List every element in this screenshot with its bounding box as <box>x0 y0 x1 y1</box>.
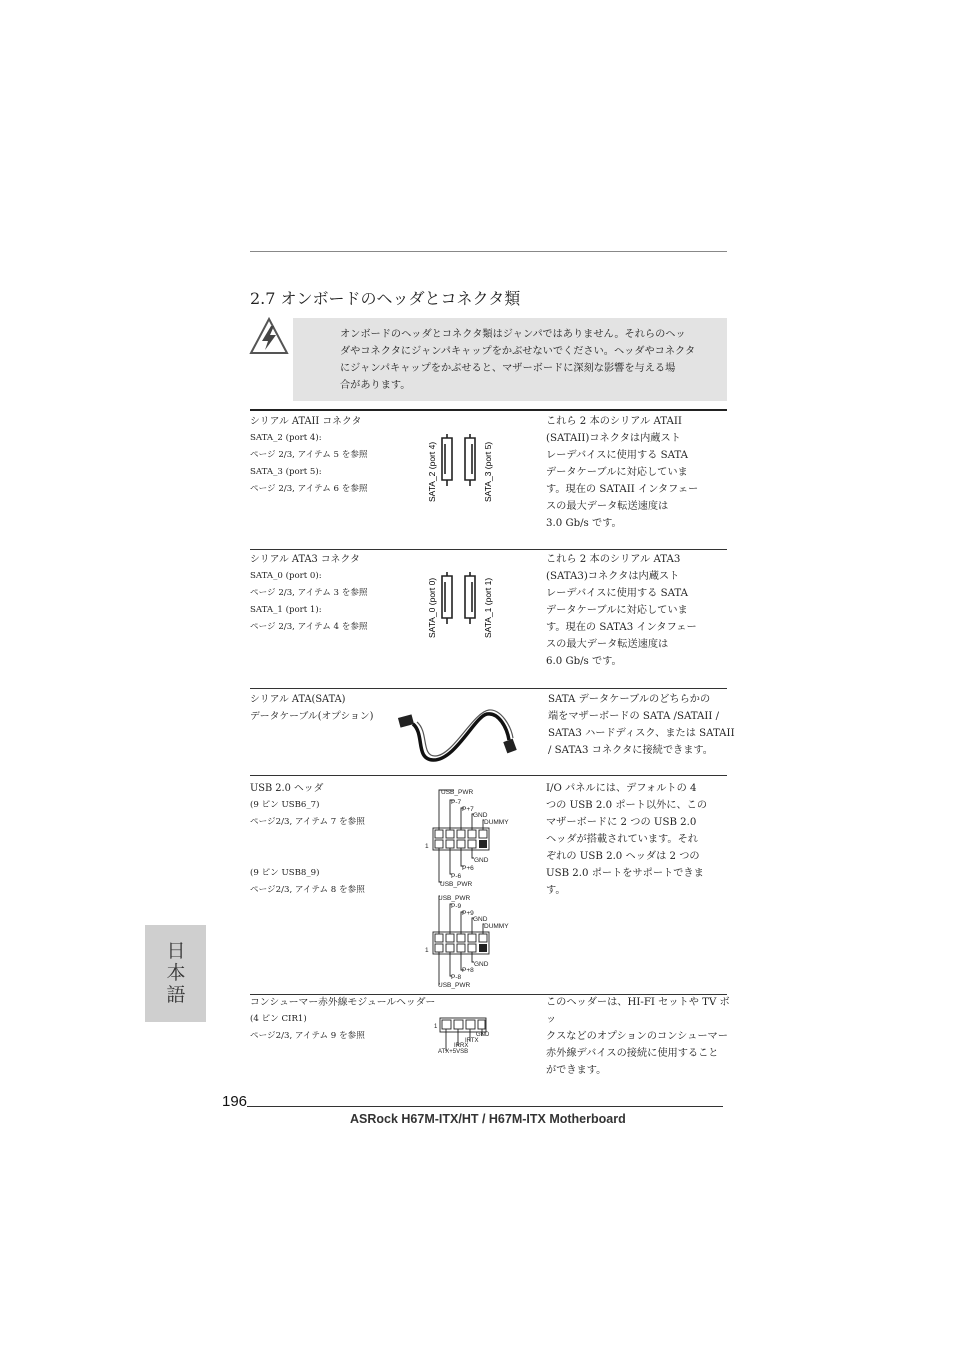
svg-text:USB_PWR: USB_PWR <box>438 982 471 989</box>
sata3-sub-1: SATA_0 (port 0): <box>250 571 322 581</box>
svg-text:IRTX: IRTX <box>465 1038 479 1044</box>
cir-sub-1: (4 ピン CIR1) <box>250 1014 307 1024</box>
sata3-sub-2: ページ 2/3, アイテム 3 を参照 <box>250 588 368 598</box>
sataii-port4-label: SATA_2 (port 4) <box>427 441 437 502</box>
cir-label: コンシューマー赤外線モジュールヘッダー <box>250 997 436 1008</box>
sataii-sub-2: ページ 2/3, アイテム 5 を参照 <box>250 450 368 460</box>
row-separator <box>250 688 727 689</box>
cir-description: このヘッダーは、HI-FI セットや TV ボッ クスなどのオプションのコンシューマー 赤外線デバイスの接続に使用すること ができます。 <box>546 997 730 1076</box>
svg-text:DUMMY: DUMMY <box>484 819 509 826</box>
svg-text:P-6: P-6 <box>451 873 462 880</box>
sataii-sub-4: ページ 2/3, アイテム 6 を参照 <box>250 484 368 494</box>
sataii-sub-3: SATA_3 (port 5): <box>250 467 322 477</box>
row-separator <box>250 775 727 776</box>
usb89-sub-2: ページ2/3, アイテム 8 を参照 <box>250 885 365 895</box>
sata3-sub-4: ページ 2/3, アイテム 4 を参照 <box>250 622 368 632</box>
sata-cable-label: シリアル ATA(SATA) <box>250 694 346 705</box>
usb89-sub-1: (9 ピン USB8_9) <box>250 868 320 878</box>
usb-label: USB 2.0 ヘッダ <box>250 783 324 794</box>
sataii-sub-1: SATA_2 (port 4): <box>250 433 322 443</box>
footer-title: ASRock H67M-ITX/HT / H67M-ITX Motherboard <box>350 1112 626 1126</box>
usb67-sub-1: (9 ピン USB6_7) <box>250 800 320 810</box>
language-side-tab-text: 日本語 <box>166 940 186 1006</box>
sataii-connector-diagram <box>422 430 502 506</box>
row-separator <box>250 409 727 411</box>
sata3-port1-label: SATA_1 (port 1) <box>483 577 493 638</box>
svg-text:USB_PWR: USB_PWR <box>440 881 473 888</box>
usb-description: I/O パネルには、デフォルトの 4 つの USB 2.0 ポート以外に、この マザーボードに 2 つの USB 2.0 ヘッダが搭載されています。それ ぞれの USB 2.0 ヘッダは 2 つの USB 2.0 ポートをサポートできま す。 <box>546 783 708 896</box>
svg-text:P-7: P-7 <box>451 799 462 806</box>
warning-text: オンボードのヘッダとコネクタ類はジャンパではありません。それらのヘッ ダやコネクタにジャンパキャップをかぶせないでください。ヘッダやコネクタ にジャンパキャップをかぶせると、マザーボードに深刻な影響を与える場 合があります。 <box>340 329 696 391</box>
svg-text:1: 1 <box>425 843 429 850</box>
sata3-sub-3: SATA_1 (port 1): <box>250 605 322 615</box>
svg-text:DUMMY: DUMMY <box>484 923 509 930</box>
svg-text:P+8: P+8 <box>462 967 474 974</box>
svg-text:1: 1 <box>425 947 429 954</box>
row-separator <box>250 549 727 550</box>
section-title: 2.7 オンボードのヘッダとコネクタ類 <box>250 289 521 308</box>
footer-rule <box>247 1106 723 1107</box>
svg-text:P+6: P+6 <box>462 865 474 872</box>
svg-text:GND: GND <box>473 812 488 819</box>
svg-text:ATX+5VSB: ATX+5VSB <box>438 1049 469 1055</box>
sataii-description: これら 2 本のシリアル ATAII (SATAII)コネクタは内蔵スト レーデバイスに使用する SATA データケーブルに対応していま す。現在の SATAII インタフェー スの最大データ転送速度は 3.0 Gb/s です。 <box>546 416 699 529</box>
svg-text:P+7: P+7 <box>462 806 474 813</box>
sata-cable-description: SATA データケーブルのどちらかの 端をマザーボードの SATA /SATAII / SATA3 ハードディスク、または SATAII / SATA3 コネクタに接続できます。 <box>548 694 735 756</box>
svg-text:GND: GND <box>473 916 488 923</box>
svg-text:P-8: P-8 <box>451 974 462 981</box>
svg-text:GND: GND <box>474 857 489 864</box>
sataii-label: シリアル ATAII コネクタ <box>250 416 362 427</box>
cir-header-diagram <box>432 1014 498 1060</box>
sata3-description: これら 2 本のシリアル ATA3 (SATA3)コネクタは内蔵スト レーデバイスに使用する SATA データケーブルに対応していま す。現在の SATA3 インタフェー スの最大データ転送速度は 6.0 Gb/s です。 <box>546 554 697 667</box>
usb67-sub-2: ページ2/3, アイテム 7 を参照 <box>250 817 365 827</box>
svg-text:USB_PWR: USB_PWR <box>441 789 474 796</box>
svg-text:GND: GND <box>476 1032 490 1038</box>
sata3-label: シリアル ATA3 コネクタ <box>250 554 360 565</box>
cir-sub-2: ページ2/3, アイテム 9 を参照 <box>250 1031 365 1041</box>
top-rule <box>250 251 727 252</box>
page-number: 196 <box>222 1093 248 1110</box>
svg-text:P+9: P+9 <box>462 910 474 917</box>
svg-text:IRRX: IRRX <box>454 1043 469 1049</box>
sata-cable-image <box>395 704 520 766</box>
usb89-header-diagram <box>424 892 520 990</box>
svg-text:GND: GND <box>474 961 489 968</box>
sata-cable-label-2: データケーブル(オプション) <box>250 711 374 722</box>
sataii-port5-label: SATA_3 (port 5) <box>483 441 493 502</box>
svg-text:P-9: P-9 <box>451 903 462 910</box>
usb67-header-diagram <box>424 786 520 888</box>
sata3-port0-label: SATA_0 (port 0) <box>427 577 437 638</box>
svg-text:USB_PWR: USB_PWR <box>438 895 471 902</box>
warning-icon <box>249 316 289 356</box>
sata3-connector-diagram <box>422 566 502 642</box>
svg-text:1: 1 <box>434 1024 438 1030</box>
